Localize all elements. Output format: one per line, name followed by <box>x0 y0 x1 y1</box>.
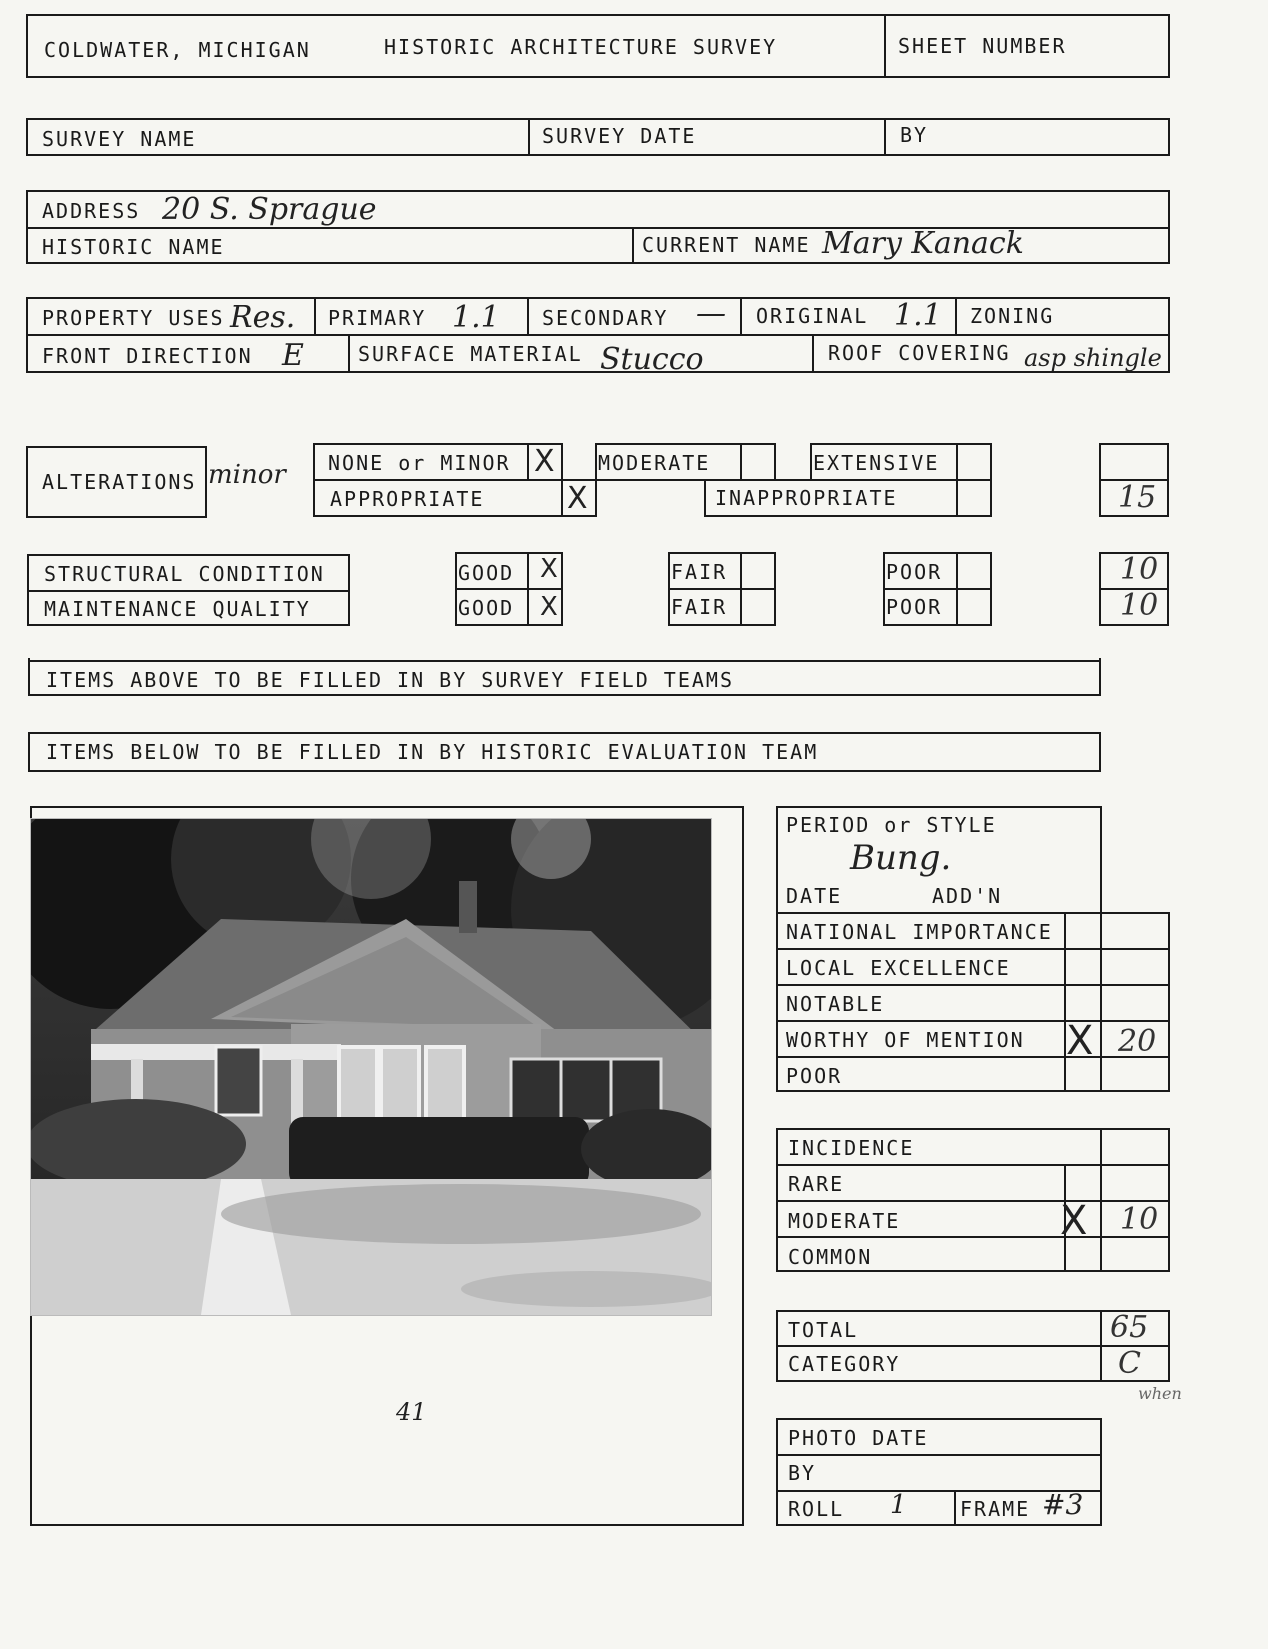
poor-eval-label: POOR <box>786 1064 843 1088</box>
above-note: ITEMS ABOVE TO BE FILLED IN BY SURVEY FIELD TEAMS <box>46 668 735 692</box>
property-uses-value: Res. <box>230 300 296 335</box>
survey-by-label: BY <box>900 123 929 147</box>
structural-good-label: GOOD <box>458 561 515 585</box>
alterations-value: minor <box>208 460 286 490</box>
structural-poor-label: POOR <box>886 560 943 584</box>
frame-value: #3 <box>1042 1488 1084 1521</box>
appropriate-label: APPROPRIATE <box>330 487 485 511</box>
date-label: DATE <box>786 884 843 908</box>
survey-name-label: SURVEY NAME <box>42 127 197 151</box>
secondary-label: SECONDARY <box>542 306 669 330</box>
local-excellence-label: LOCAL EXCELLENCE <box>786 956 1011 980</box>
maintenance-good-label: GOOD <box>458 596 515 620</box>
structural-good-mark: X <box>540 554 558 584</box>
none-minor-mark: X <box>534 444 555 479</box>
primary-label: PRIMARY <box>328 306 427 330</box>
category-label: CATEGORY <box>788 1352 901 1376</box>
roll-value: 1 <box>890 1490 907 1520</box>
photo-date-label: PHOTO DATE <box>788 1426 929 1450</box>
rare-label: RARE <box>788 1172 845 1196</box>
original-value: 1.1 <box>894 298 942 333</box>
photo-caption: 41 <box>396 1398 427 1426</box>
none-minor-label: NONE or MINOR <box>328 451 511 475</box>
roof-covering-label: ROOF COVERING <box>828 341 1011 365</box>
roof-covering-value: asp shingle <box>1024 344 1162 372</box>
roll-label: ROLL <box>788 1497 845 1521</box>
front-direction-value: E <box>282 338 304 373</box>
original-label: ORIGINAL <box>756 304 869 328</box>
moderate-label: MODERATE <box>598 451 711 475</box>
surface-material-label: SURFACE MATERIAL <box>358 342 583 366</box>
category-note: when <box>1138 1384 1182 1403</box>
appropriate-mark: X <box>567 481 588 516</box>
primary-value: 1.1 <box>452 300 500 335</box>
addn-label: ADD'N <box>932 884 1003 908</box>
maintenance-poor-label: POOR <box>886 595 943 619</box>
common-label: COMMON <box>788 1245 873 1269</box>
address-value: 20 S. Sprague <box>162 192 377 227</box>
current-name-label: CURRENT NAME <box>642 233 811 257</box>
extensive-label: EXTENSIVE <box>813 451 940 475</box>
surface-material-value: Stucco <box>600 342 704 377</box>
alterations-score: 15 <box>1118 480 1157 515</box>
alterations-label: ALTERATIONS <box>42 470 197 494</box>
period-value: Bung. <box>850 838 952 878</box>
moderate-incidence-score: 10 <box>1120 1202 1159 1237</box>
survey-title: HISTORIC ARCHITECTURE SURVEY <box>384 35 778 59</box>
moderate-incidence-mark: X <box>1060 1198 1088 1244</box>
current-name-value: Mary Kanack <box>822 226 1024 261</box>
worthy-mark: X <box>1066 1018 1094 1064</box>
worthy-label: WORTHY OF MENTION <box>786 1028 1025 1052</box>
secondary-value: — <box>696 296 726 331</box>
city-label: COLDWATER, MICHIGAN <box>44 38 311 62</box>
maintenance-good-mark: X <box>540 592 558 622</box>
moderate-incidence-label: MODERATE <box>788 1209 901 1233</box>
inappropriate-label: INAPPROPRIATE <box>715 486 898 510</box>
notable-label: NOTABLE <box>786 992 885 1016</box>
national-importance-label: NATIONAL IMPORTANCE <box>786 920 1053 944</box>
photo-by-label: BY <box>788 1461 817 1485</box>
structural-score: 10 <box>1120 552 1159 587</box>
property-uses-label: PROPERTY USES <box>42 306 225 330</box>
structural-condition-label: STRUCTURAL CONDITION <box>44 562 325 586</box>
maintenance-fair-label: FAIR <box>671 595 728 619</box>
address-label: ADDRESS <box>42 199 141 223</box>
total-label: TOTAL <box>788 1318 859 1342</box>
total-value: 65 <box>1110 1310 1149 1345</box>
worthy-score: 20 <box>1118 1024 1157 1059</box>
period-label: PERIOD or STYLE <box>786 813 997 837</box>
structural-fair-label: FAIR <box>671 560 728 584</box>
frame-label: FRAME <box>960 1497 1031 1521</box>
sheet-number-label: SHEET NUMBER <box>898 34 1067 58</box>
maintenance-quality-label: MAINTENANCE QUALITY <box>44 597 311 621</box>
front-direction-label: FRONT DIRECTION <box>42 344 253 368</box>
historic-name-label: HISTORIC NAME <box>42 235 225 259</box>
below-note: ITEMS BELOW TO BE FILLED IN BY HISTORIC EVALUATION TEAM <box>46 740 819 764</box>
house-photo <box>30 818 712 1316</box>
category-value: C <box>1118 1346 1141 1381</box>
maintenance-score: 10 <box>1120 588 1159 623</box>
survey-date-label: SURVEY DATE <box>542 124 697 148</box>
zoning-label: ZONING <box>970 304 1055 328</box>
incidence-label: INCIDENCE <box>788 1136 915 1160</box>
